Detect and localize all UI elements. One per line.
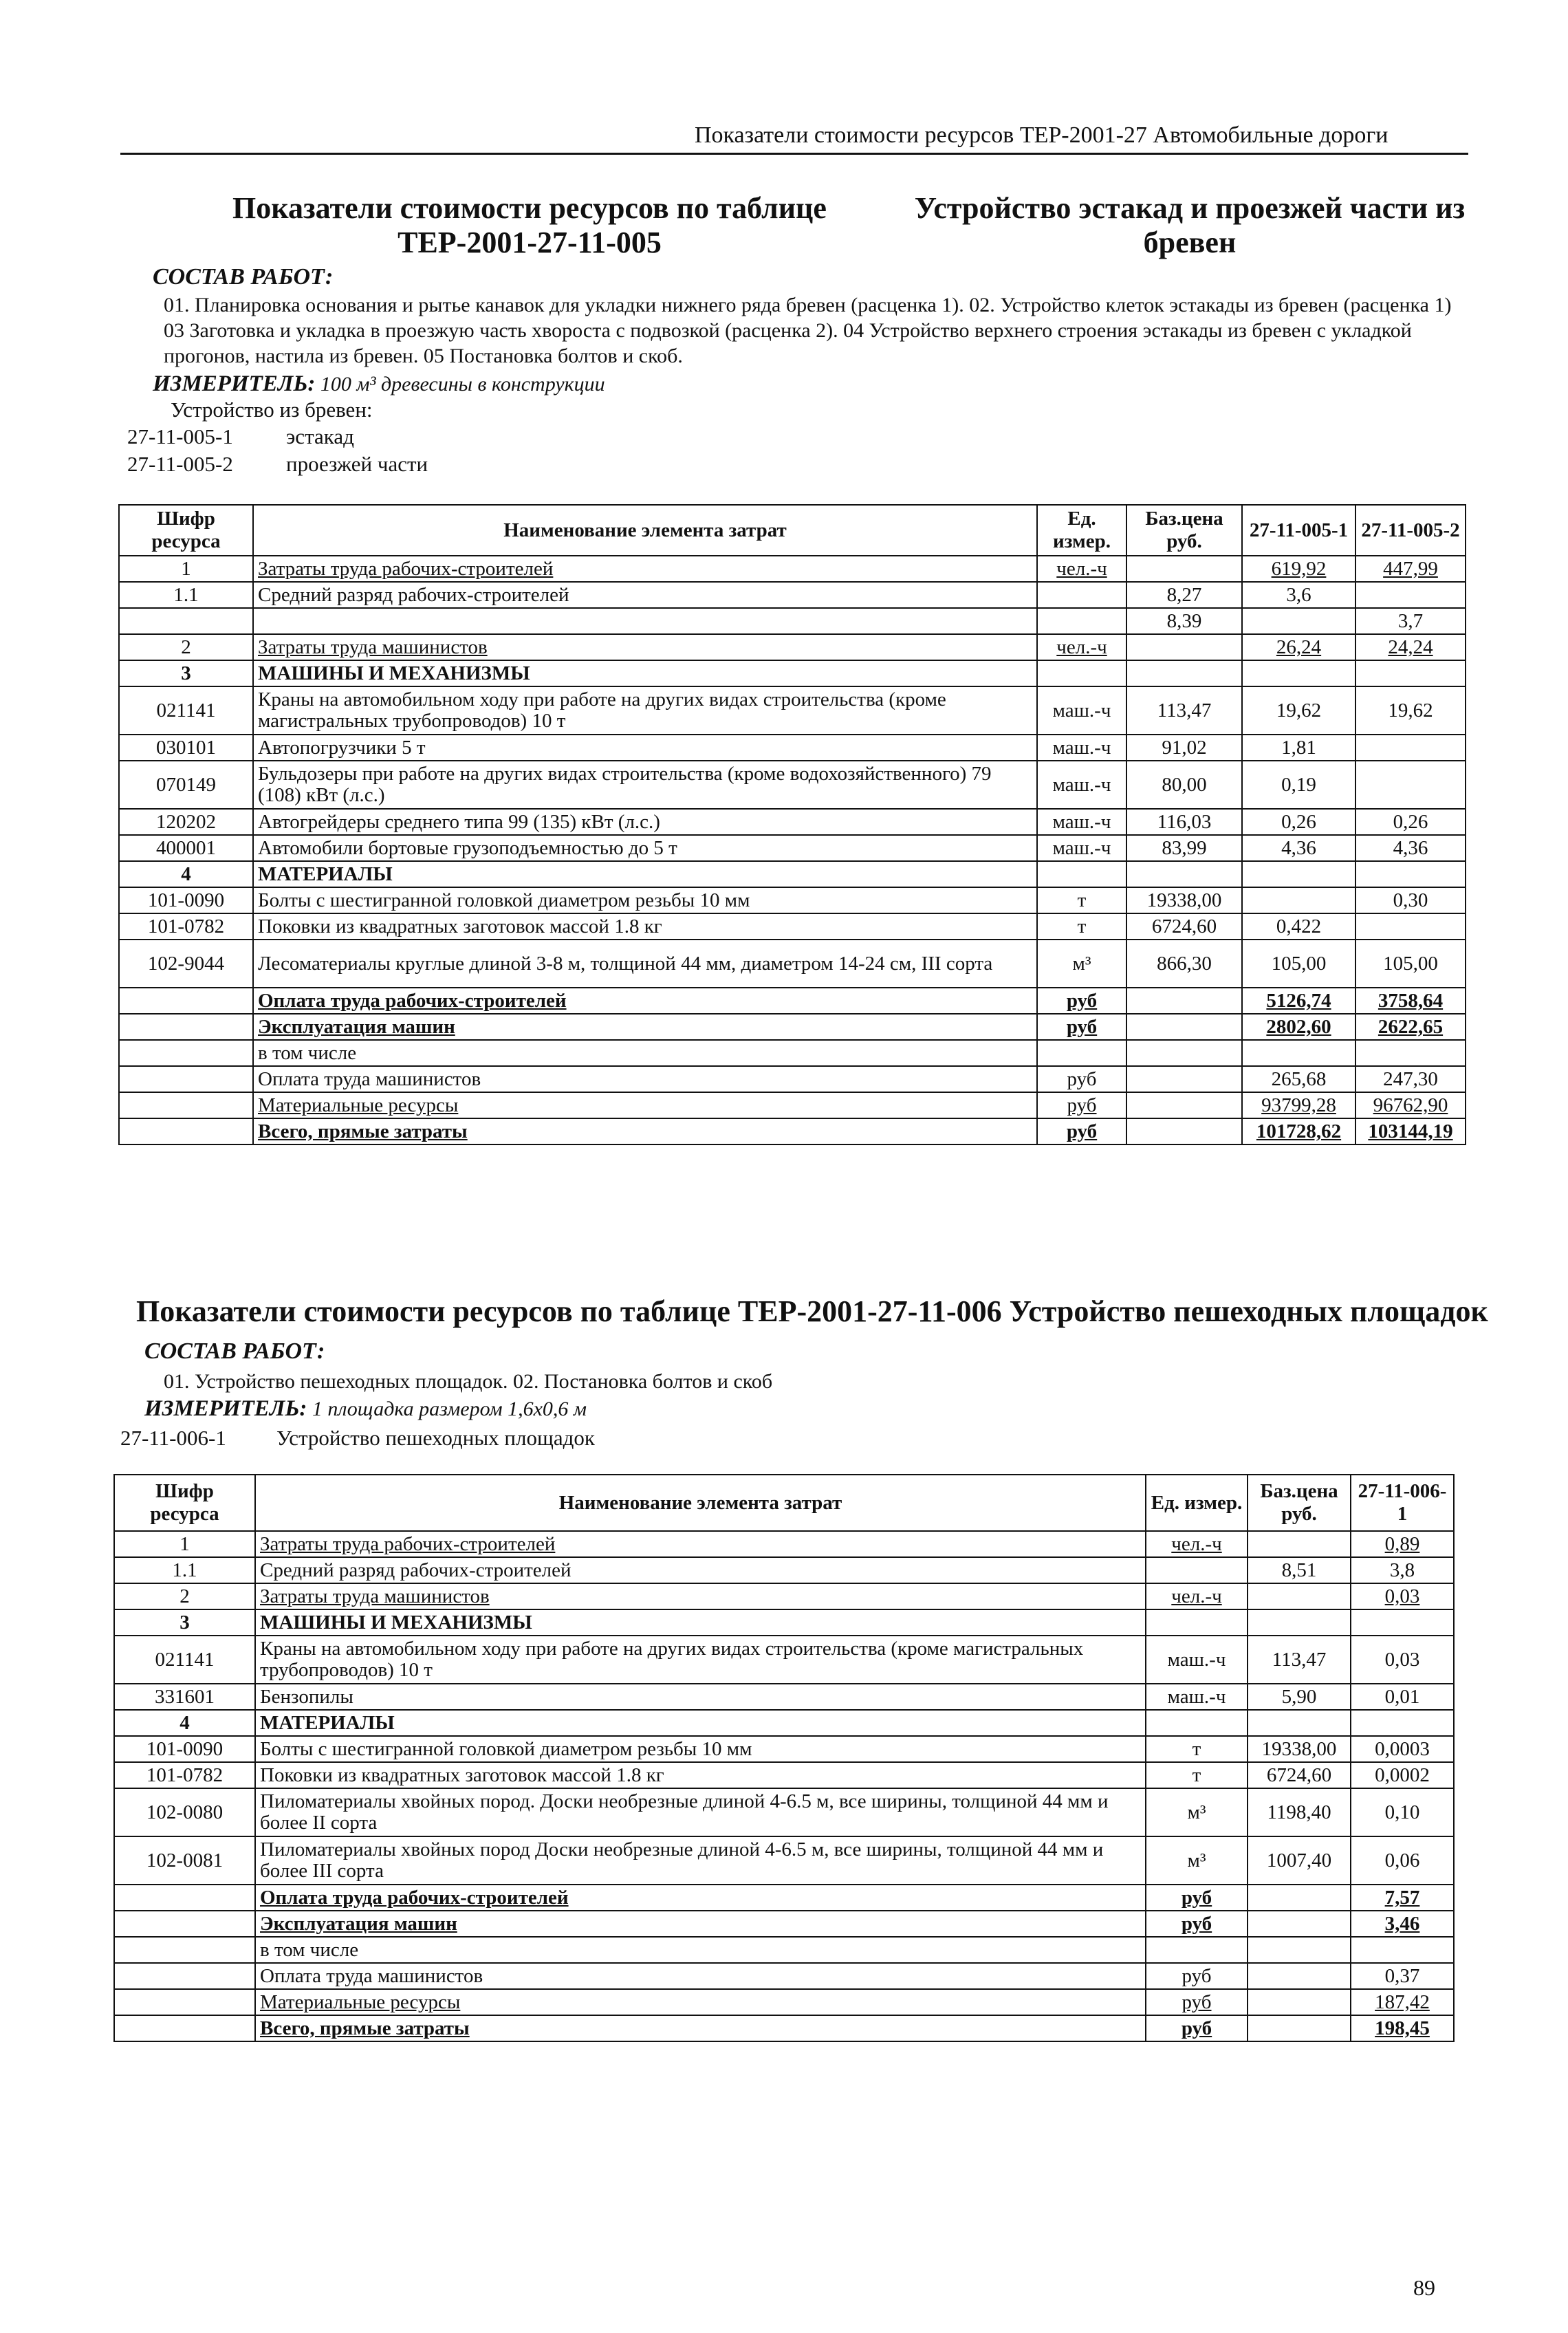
cell-code	[119, 1040, 253, 1066]
table-row	[119, 988, 1466, 1014]
cell-unit	[1146, 1609, 1248, 1636]
cell-value	[1242, 660, 1355, 686]
cell-value: 0,26	[1242, 809, 1355, 835]
header-rule	[120, 153, 1468, 155]
cell-code	[119, 1092, 253, 1118]
table-row	[119, 735, 1466, 761]
cell-name: Оплата труда рабочих-строителей	[255, 1885, 1146, 1911]
cell-value: 5126,74	[1242, 988, 1355, 1014]
cell-value-2	[1355, 913, 1466, 940]
cell-unit: чел.-ч	[1146, 1583, 1248, 1609]
cell-price: 6724,60	[1248, 1762, 1351, 1788]
cell-unit: чел.-ч	[1146, 1531, 1248, 1557]
cell-price	[1126, 1092, 1242, 1118]
section1-meter	[153, 371, 605, 397]
cell-value-2: 3,7	[1355, 608, 1466, 634]
cell-unit	[1146, 1557, 1248, 1583]
col-header-unit: Ед. измер.	[1037, 505, 1126, 556]
cell-value	[1351, 1710, 1454, 1736]
cell-unit: руб	[1037, 1066, 1126, 1092]
cell-value: 198,45	[1351, 2015, 1454, 2041]
cell-price	[1126, 988, 1242, 1014]
table-row	[119, 1118, 1466, 1144]
table-row	[114, 1762, 1454, 1788]
section1-meter-label: ИЗМЕРИТЕЛЬ:	[153, 371, 316, 396]
cell-code: 102-0080	[114, 1788, 255, 1836]
section1-table-body	[119, 556, 1466, 1144]
cell-name: Затраты труда машинистов	[255, 1583, 1146, 1609]
cell-code: 102-9044	[119, 940, 253, 988]
cell-value	[1242, 1040, 1355, 1066]
table-row	[114, 1736, 1454, 1762]
table-row	[114, 1684, 1454, 1710]
cell-price	[1248, 1710, 1351, 1736]
cell-price: 1007,40	[1248, 1836, 1351, 1885]
section2-table-body	[114, 1531, 1454, 2041]
cell-name: Средний разряд рабочих-строителей	[255, 1557, 1146, 1583]
cell-code: 021141	[119, 686, 253, 735]
cell-unit: м³	[1037, 940, 1126, 988]
cell-code	[114, 1963, 255, 1989]
cell-value: 26,24	[1242, 634, 1355, 660]
cell-value: 4,36	[1242, 835, 1355, 861]
cell-name: Пиломатериалы хвойных пород. Доски необрезные длиной 4-6.5 м, все ширины, толщиной 44 мм и более II сорта	[255, 1788, 1146, 1836]
cell-unit: маш.-ч	[1037, 735, 1126, 761]
cell-value	[1351, 1609, 1454, 1636]
cell-code	[114, 1885, 255, 1911]
cell-unit	[1146, 1937, 1248, 1963]
page-number: 89	[1413, 2275, 1435, 2300]
cell-unit: чел.-ч	[1037, 556, 1126, 582]
cell-value: 3,46	[1351, 1911, 1454, 1937]
section2-meter	[144, 1396, 587, 1422]
cell-price	[1248, 1937, 1351, 1963]
cell-price: 91,02	[1126, 735, 1242, 761]
cell-value: 265,68	[1242, 1066, 1355, 1092]
cell-code: 030101	[119, 735, 253, 761]
col-header-code: Шифр ресурса	[119, 505, 253, 556]
table-row	[114, 1937, 1454, 1963]
cell-code	[119, 988, 253, 1014]
table-row	[119, 1066, 1466, 1092]
cell-code: 101-0090	[119, 887, 253, 913]
cell-price	[1248, 1609, 1351, 1636]
section1-cost-table	[118, 504, 1466, 1145]
col-header-price: Баз.цена руб.	[1248, 1475, 1351, 1531]
cell-value-2: 3758,64	[1355, 988, 1466, 1014]
cell-code: 070149	[119, 761, 253, 809]
cell-unit: руб	[1146, 1885, 1248, 1911]
cell-name: Пиломатериалы хвойных пород Доски необрезные длиной 4-6.5 м, все ширины, толщиной 44 мм и более III сорта	[255, 1836, 1146, 1885]
cell-price	[1126, 660, 1242, 686]
cell-value: 0,10	[1351, 1788, 1454, 1836]
table-row	[119, 1092, 1466, 1118]
cell-name: МАШИНЫ И МЕХАНИЗМЫ	[255, 1609, 1146, 1636]
cell-value: 0,01	[1351, 1684, 1454, 1710]
cell-value	[1351, 1937, 1454, 1963]
cell-value: 7,57	[1351, 1885, 1454, 1911]
cell-value: 3,8	[1351, 1557, 1454, 1583]
cell-code: 2	[114, 1583, 255, 1609]
cell-value: 619,92	[1242, 556, 1355, 582]
cell-price: 113,47	[1126, 686, 1242, 735]
cell-price	[1126, 1014, 1242, 1040]
cell-code: 2	[119, 634, 253, 660]
cell-value: 0,03	[1351, 1583, 1454, 1609]
cell-value: 19,62	[1242, 686, 1355, 735]
cell-unit	[1037, 660, 1126, 686]
cell-code	[114, 1911, 255, 1937]
table-row	[119, 660, 1466, 686]
cell-price: 6724,60	[1126, 913, 1242, 940]
cell-unit: руб	[1037, 1014, 1126, 1040]
cell-code: 4	[114, 1710, 255, 1736]
cell-value-2: 2622,65	[1355, 1014, 1466, 1040]
cell-price: 8,27	[1126, 582, 1242, 608]
cell-name: Оплата труда рабочих-строителей	[253, 988, 1037, 1014]
table-row	[114, 1963, 1454, 1989]
cell-value-2	[1355, 861, 1466, 887]
cell-code	[119, 608, 253, 634]
cell-unit: т	[1037, 887, 1126, 913]
cell-price: 113,47	[1248, 1636, 1351, 1684]
cell-code: 4	[119, 861, 253, 887]
cell-name: Краны на автомобильном ходу при работе на других видах строительства (кроме магистральных трубопроводов) 10 т	[253, 686, 1037, 735]
cell-price: 1198,40	[1248, 1788, 1351, 1836]
cell-value: 0,89	[1351, 1531, 1454, 1557]
table-row	[119, 686, 1466, 735]
cell-value: 187,42	[1351, 1989, 1454, 2015]
cell-unit: руб	[1037, 988, 1126, 1014]
cell-value-2: 19,62	[1355, 686, 1466, 735]
cell-name: в том числе	[255, 1937, 1146, 1963]
cell-price	[1248, 1885, 1351, 1911]
cell-price	[1126, 1066, 1242, 1092]
cell-price	[1248, 1989, 1351, 2015]
table-row	[119, 634, 1466, 660]
table-header-row	[114, 1475, 1454, 1531]
cell-code: 102-0081	[114, 1836, 255, 1885]
section2-composition-text: 01. Устройство пешеходных площадок. 02. Постановка болтов и скоб	[164, 1370, 773, 1393]
cell-price: 866,30	[1126, 940, 1242, 988]
cell-unit	[1146, 1710, 1248, 1736]
table-row	[114, 1788, 1454, 1836]
table-row	[119, 835, 1466, 861]
cell-value-2: 4,36	[1355, 835, 1466, 861]
cell-name: Поковки из квадратных заготовок массой 1.8 кг	[255, 1762, 1146, 1788]
table-row	[119, 809, 1466, 835]
section1-subtitle: Устройство из бревен:	[171, 398, 373, 422]
cell-unit: т	[1146, 1736, 1248, 1762]
cell-name: Автогрейдеры среднего типа 99 (135) кВт (л.с.)	[253, 809, 1037, 835]
table-row	[119, 556, 1466, 582]
col-header-name: Наименование элемента затрат	[253, 505, 1037, 556]
col-header-rate-2: 27-11-005-2	[1355, 505, 1466, 556]
cell-name: Эксплуатация машин	[253, 1014, 1037, 1040]
cell-price	[1248, 1911, 1351, 1937]
cell-name: МАШИНЫ И МЕХАНИЗМЫ	[253, 660, 1037, 686]
cell-price: 8,39	[1126, 608, 1242, 634]
cell-unit: т	[1037, 913, 1126, 940]
cell-value-2: 103144,19	[1355, 1118, 1466, 1144]
cell-unit: маш.-ч	[1146, 1684, 1248, 1710]
cell-price: 83,99	[1126, 835, 1242, 861]
cell-price	[1126, 634, 1242, 660]
col-header-unit: Ед. измер.	[1146, 1475, 1248, 1531]
cell-unit: руб	[1146, 2015, 1248, 2041]
table-row	[114, 1885, 1454, 1911]
cell-name: Эксплуатация машин	[255, 1911, 1146, 1937]
cell-price: 19338,00	[1126, 887, 1242, 913]
cell-unit: маш.-ч	[1037, 686, 1126, 735]
cell-value	[1242, 861, 1355, 887]
cell-unit: т	[1146, 1762, 1248, 1788]
cell-value: 93799,28	[1242, 1092, 1355, 1118]
table-row	[119, 887, 1466, 913]
cell-value	[1242, 887, 1355, 913]
table-row	[119, 861, 1466, 887]
cell-value: 0,19	[1242, 761, 1355, 809]
table-row	[114, 1836, 1454, 1885]
section1-code-1: 27-11-005-1	[127, 424, 233, 448]
cell-value-2: 0,26	[1355, 809, 1466, 835]
table-row	[114, 1557, 1454, 1583]
section1-code-1-name: эстакад	[286, 424, 354, 448]
cell-price: 80,00	[1126, 761, 1242, 809]
cell-code	[119, 1118, 253, 1144]
cell-value-2: 247,30	[1355, 1066, 1466, 1092]
cell-name: Оплата труда машинистов	[253, 1066, 1037, 1092]
col-header-code: Шифр ресурса	[114, 1475, 255, 1531]
cell-value-2	[1355, 761, 1466, 809]
cell-value: 101728,62	[1242, 1118, 1355, 1144]
cell-unit: руб	[1037, 1092, 1126, 1118]
table-row	[119, 761, 1466, 809]
cell-value: 0,06	[1351, 1836, 1454, 1885]
cell-name: Болты с шестигранной головкой диаметром резьбы 10 мм	[253, 887, 1037, 913]
section1-title-right: Устройство эстакад и проезжей части из бревен	[914, 191, 1466, 259]
cell-value: 2802,60	[1242, 1014, 1355, 1040]
cell-unit: маш.-ч	[1037, 761, 1126, 809]
cell-code: 331601	[114, 1684, 255, 1710]
cell-name: Поковки из квадратных заготовок массой 1.8 кг	[253, 913, 1037, 940]
table-row	[114, 1583, 1454, 1609]
cell-code: 400001	[119, 835, 253, 861]
cell-unit: м³	[1146, 1836, 1248, 1885]
cell-value-2	[1355, 1040, 1466, 1066]
cell-value-2: 105,00	[1355, 940, 1466, 988]
cell-unit	[1037, 861, 1126, 887]
cell-unit: маш.-ч	[1037, 809, 1126, 835]
cell-code: 120202	[119, 809, 253, 835]
cell-price	[1248, 1963, 1351, 1989]
cell-code: 1	[114, 1531, 255, 1557]
cell-name: Бензопилы	[255, 1684, 1146, 1710]
cell-price	[1126, 861, 1242, 887]
cell-name: Болты с шестигранной головкой диаметром резьбы 10 мм	[255, 1736, 1146, 1762]
table-row	[114, 1989, 1454, 2015]
table-row	[114, 1911, 1454, 1937]
col-header-name: Наименование элемента затрат	[255, 1475, 1146, 1531]
section2-cost-table	[113, 1474, 1455, 2042]
table-row	[114, 1636, 1454, 1684]
cell-price	[1248, 1583, 1351, 1609]
cell-name: Материальные ресурсы	[253, 1092, 1037, 1118]
table-row	[119, 1014, 1466, 1040]
cell-price	[1248, 1531, 1351, 1557]
cell-value	[1242, 608, 1355, 634]
cell-name: Оплата труда машинистов	[255, 1963, 1146, 1989]
cell-price	[1126, 556, 1242, 582]
cell-price: 5,90	[1248, 1684, 1351, 1710]
cell-name: Затраты труда рабочих-строителей	[253, 556, 1037, 582]
cell-price: 19338,00	[1248, 1736, 1351, 1762]
cell-name: МАТЕРИАЛЫ	[253, 861, 1037, 887]
section2-title: Показатели стоимости ресурсов по таблице ТЕР-2001-27-11-006 Устройство пешеходных площадок	[136, 1294, 1488, 1328]
cell-price: 8,51	[1248, 1557, 1351, 1583]
cell-name: Средний разряд рабочих-строителей	[253, 582, 1037, 608]
section2-code-name: Устройство пешеходных площадок	[276, 1426, 595, 1450]
cell-name: Автопогрузчики 5 т	[253, 735, 1037, 761]
cell-code	[119, 1014, 253, 1040]
cell-unit: руб	[1146, 1989, 1248, 2015]
cell-price	[1248, 2015, 1351, 2041]
cell-price	[1126, 1040, 1242, 1066]
cell-name: в том числе	[253, 1040, 1037, 1066]
table-row	[114, 1609, 1454, 1636]
section2-meter-label: ИЗМЕРИТЕЛЬ:	[144, 1396, 307, 1421]
section2-code: 27-11-006-1	[120, 1426, 226, 1450]
cell-unit: маш.-ч	[1037, 835, 1126, 861]
cell-value: 0,37	[1351, 1963, 1454, 1989]
cell-value: 3,6	[1242, 582, 1355, 608]
cell-value: 0,0003	[1351, 1736, 1454, 1762]
table-row	[119, 582, 1466, 608]
col-header-price: Баз.цена руб.	[1126, 505, 1242, 556]
table-row	[114, 1710, 1454, 1736]
cell-code: 101-0782	[119, 913, 253, 940]
cell-name: Бульдозеры при работе на других видах строительства (кроме водохозяйственного) 79 (108) кВт (л.с.)	[253, 761, 1037, 809]
table-row	[119, 608, 1466, 634]
cell-value: 0,0002	[1351, 1762, 1454, 1788]
cell-name: Всего, прямые затраты	[255, 2015, 1146, 2041]
cell-value-2: 24,24	[1355, 634, 1466, 660]
cell-code	[114, 1937, 255, 1963]
cell-value: 0,03	[1351, 1636, 1454, 1684]
cell-price	[1126, 1118, 1242, 1144]
section2-composition-label: СОСТАВ РАБОТ:	[144, 1338, 325, 1364]
cell-code	[119, 1066, 253, 1092]
section1-code-2-name: проезжей части	[286, 452, 428, 476]
table-row	[119, 913, 1466, 940]
cell-unit: маш.-ч	[1146, 1636, 1248, 1684]
section2-meter-value: 1 площадка размером 1,6х0,6 м	[312, 1398, 587, 1420]
cell-unit	[1037, 1040, 1126, 1066]
cell-value-2: 447,99	[1355, 556, 1466, 582]
table-header-row	[119, 505, 1466, 556]
cell-code	[114, 2015, 255, 2041]
cell-code: 101-0782	[114, 1762, 255, 1788]
cell-name: Всего, прямые затраты	[253, 1118, 1037, 1144]
cell-value-2	[1355, 660, 1466, 686]
cell-unit	[1037, 582, 1126, 608]
table-row	[114, 1531, 1454, 1557]
section1-meter-value: 100 м³ древесины в конструкции	[320, 373, 605, 395]
cell-unit: руб	[1146, 1963, 1248, 1989]
cell-unit: чел.-ч	[1037, 634, 1126, 660]
cell-name: Автомобили бортовые грузоподъемностью до 5 т	[253, 835, 1037, 861]
cell-unit: руб	[1146, 1911, 1248, 1937]
cell-value: 105,00	[1242, 940, 1355, 988]
cell-price: 116,03	[1126, 809, 1242, 835]
section1-title-left: Показатели стоимости ресурсов по таблице ТЕР-2001-27-11-005	[232, 191, 827, 259]
cell-value-2: 96762,90	[1355, 1092, 1466, 1118]
table-row	[119, 940, 1466, 988]
cell-name: Краны на автомобильном ходу при работе на других видах строительства (кроме магистральных трубопроводов) 10 т	[255, 1636, 1146, 1684]
cell-code: 1.1	[119, 582, 253, 608]
cell-name: Лесоматериалы круглые длиной 3-8 м, толщиной 44 мм, диаметром 14-24 см, III сорта	[253, 940, 1037, 988]
section1-code-2: 27-11-005-2	[127, 452, 233, 476]
cell-value: 0,422	[1242, 913, 1355, 940]
cell-unit	[1037, 608, 1126, 634]
cell-value-2: 0,30	[1355, 887, 1466, 913]
cell-code	[114, 1989, 255, 2015]
cell-value-2	[1355, 735, 1466, 761]
cell-code: 021141	[114, 1636, 255, 1684]
table-row	[119, 1040, 1466, 1066]
col-header-rate-1: 27-11-006-1	[1351, 1475, 1454, 1531]
cell-code: 101-0090	[114, 1736, 255, 1762]
cell-name: Затраты труда рабочих-строителей	[255, 1531, 1146, 1557]
cell-code: 3	[119, 660, 253, 686]
section1-composition-text: 01. Планировка основания и рытье канавок для укладки нижнего ряда бревен (расценка 1). 02. Устройство клеток эстакады из бревен (расценка 1) 03 Заготовка и укладка в проезжую часть хвороста с подвозкой (расценка 2). 04 Устройство верхнего строения эстакады из бревен с укладкой прогонов, настила из бревен. 05 Постановка болтов и скоб.	[164, 294, 1452, 367]
cell-code: 3	[114, 1609, 255, 1636]
cell-unit: м³	[1146, 1788, 1248, 1836]
cell-unit: руб	[1037, 1118, 1126, 1144]
col-header-rate-1: 27-11-005-1	[1242, 505, 1355, 556]
table-row	[114, 2015, 1454, 2041]
cell-code: 1.1	[114, 1557, 255, 1583]
running-header: Показатели стоимости ресурсов ТЕР-2001-27 Автомобильные дороги	[695, 122, 1389, 148]
cell-code: 1	[119, 556, 253, 582]
cell-name: МАТЕРИАЛЫ	[255, 1710, 1146, 1736]
cell-value: 1,81	[1242, 735, 1355, 761]
cell-name: Материальные ресурсы	[255, 1989, 1146, 2015]
cell-name	[253, 608, 1037, 634]
cell-name: Затраты труда машинистов	[253, 634, 1037, 660]
cell-value-2	[1355, 582, 1466, 608]
section1-composition-label: СОСТАВ РАБОТ:	[153, 264, 334, 290]
